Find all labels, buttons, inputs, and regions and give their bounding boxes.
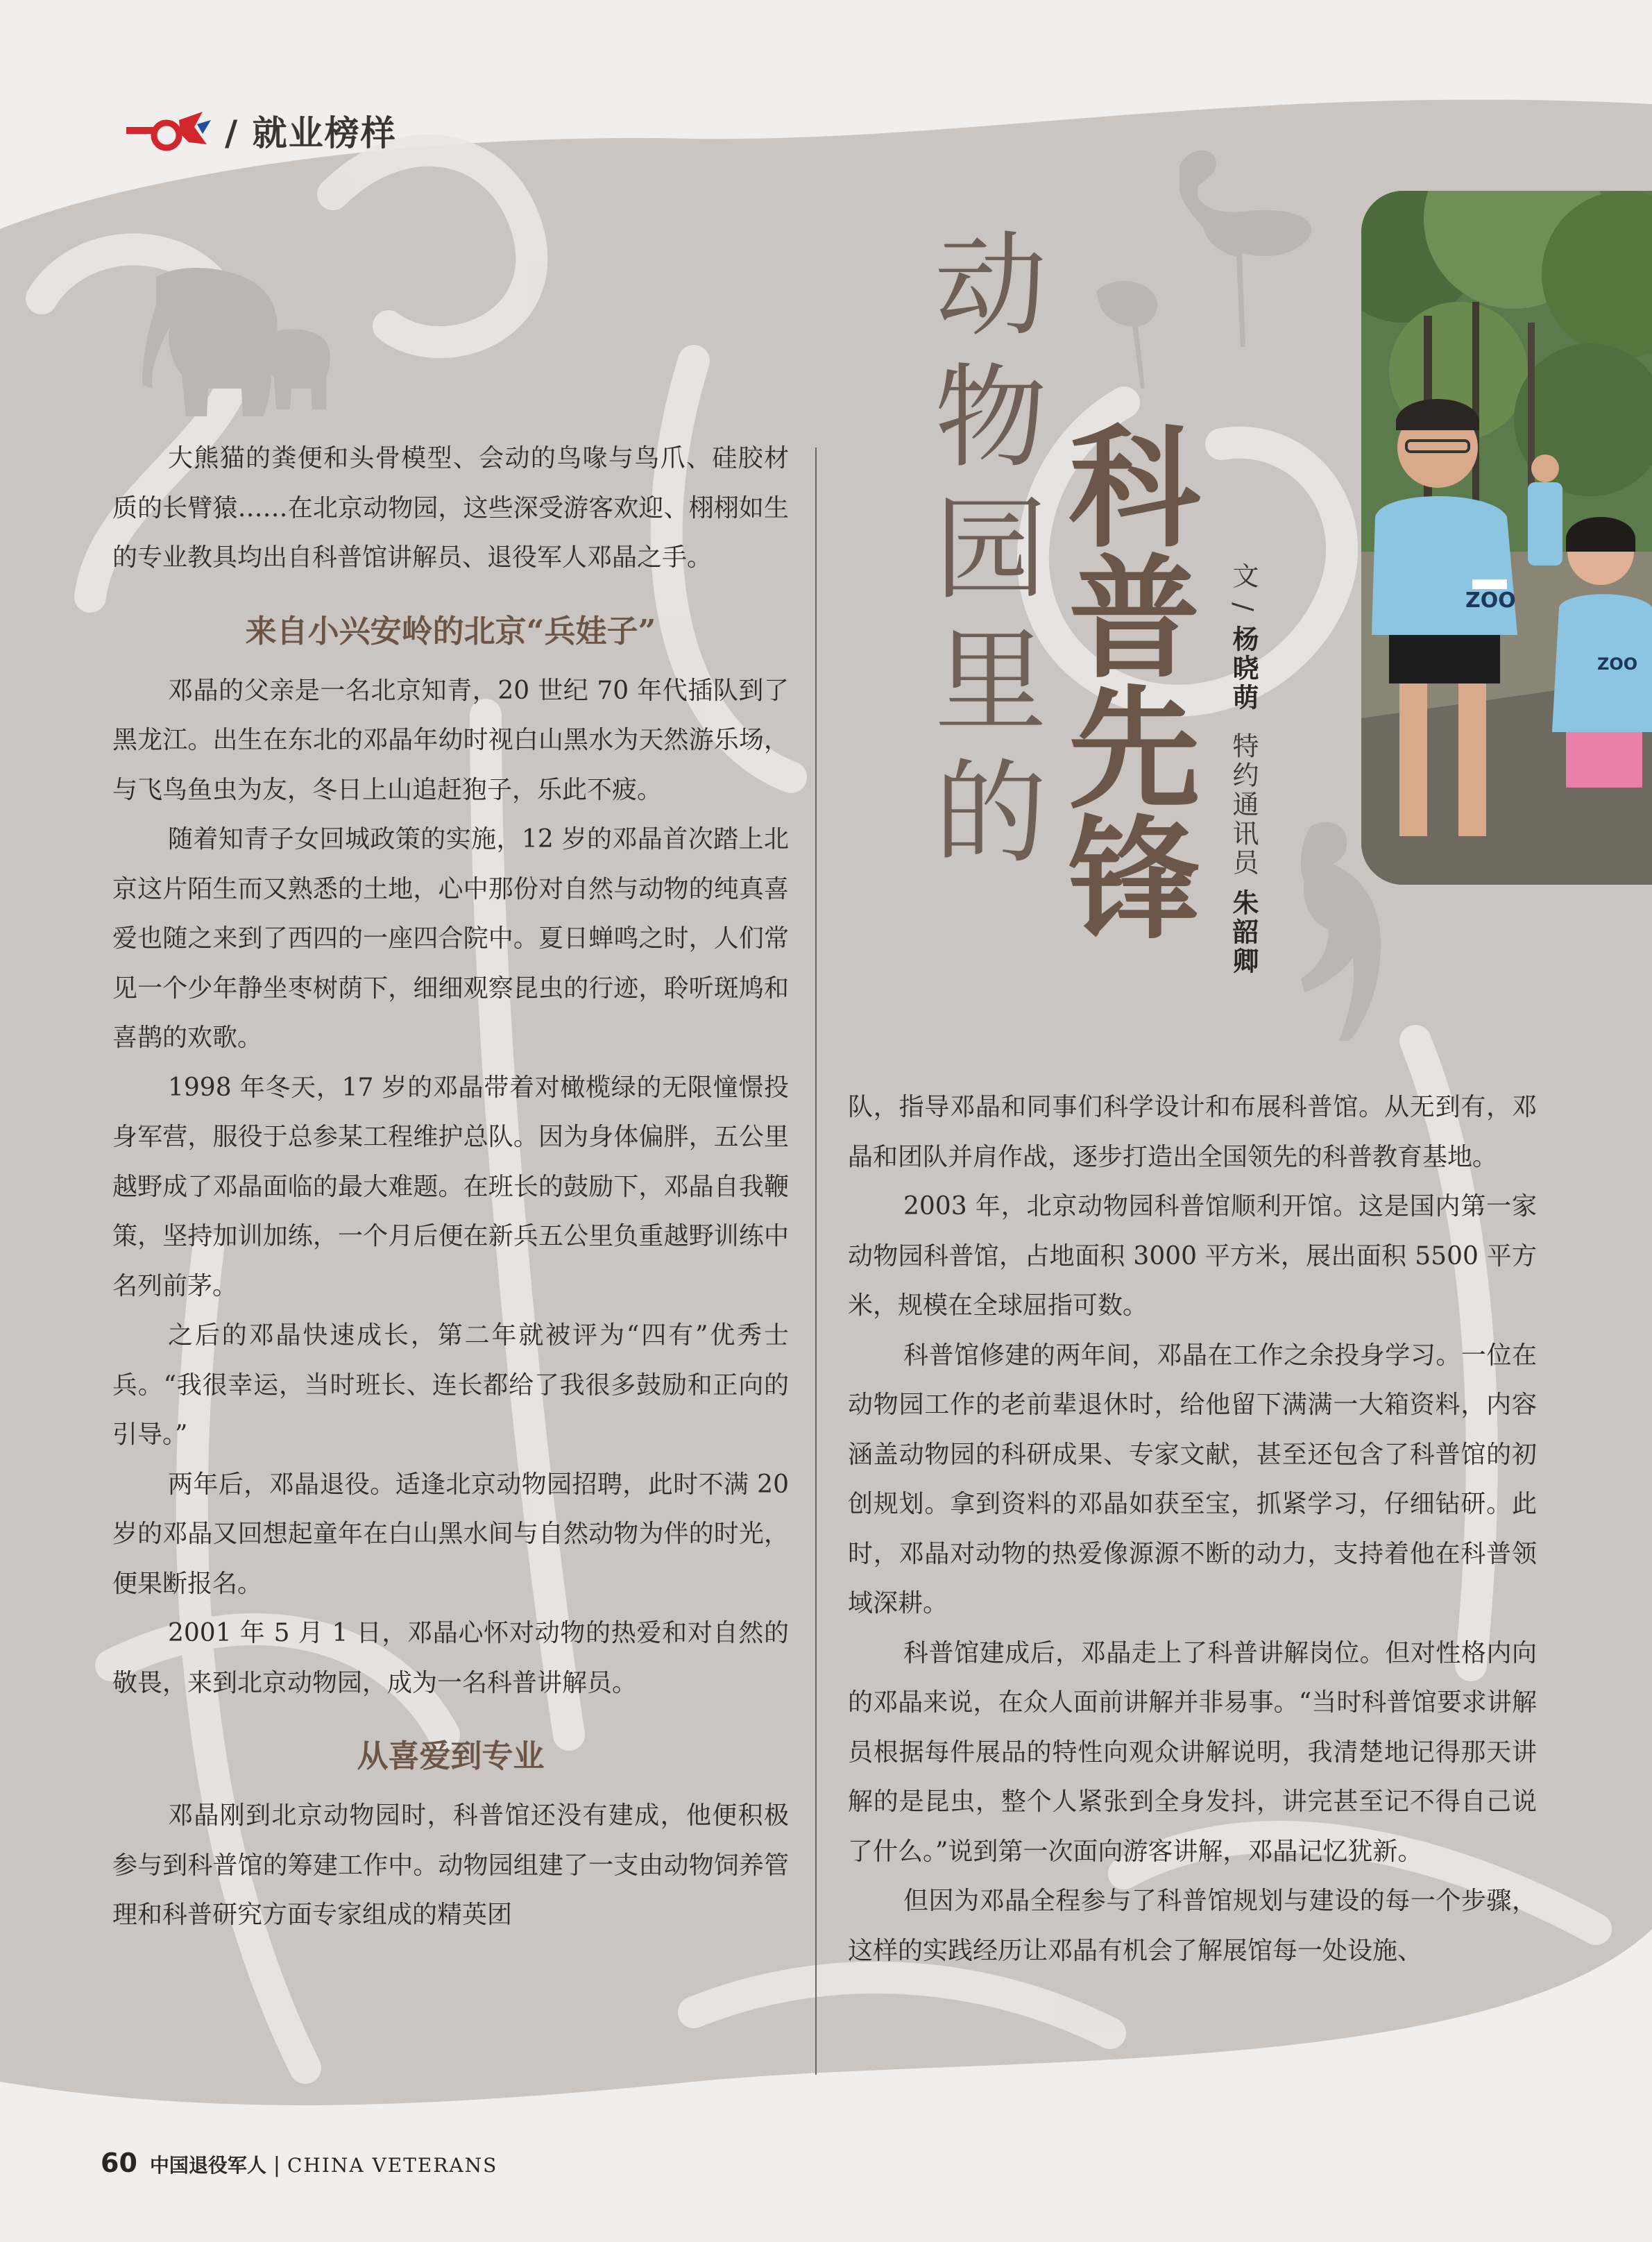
article-title-line2: 科 普 先 锋: [1068, 411, 1200, 957]
byline-writer: 文 / 杨晓萌: [1228, 562, 1259, 713]
footer-separator: |: [273, 2153, 281, 2177]
subheading: 来自小兴安岭的北京“兵娃子”: [245, 612, 656, 649]
article-column-right: [848, 1082, 1537, 1976]
paragraph: 邓晶的父亲是一名北京知青，20 世纪 70 年代插队到了黑龙江。出生在东北的邓晶年幼时视白山黑水为天然游乐场，与飞鸟鱼虫为友，冬日上山追赶狍子，乐此不疲。: [112, 676, 789, 804]
article-column-left: [112, 434, 789, 1940]
paragraph: 队，指导邓晶和同事们科学设计和布展科普馆。从无到有，邓晶和团队并肩作战，逐步打造出全国领先的科普教育基地。: [848, 1093, 1537, 1171]
article-photo: [1361, 191, 1652, 885]
page-number: 60: [101, 2148, 137, 2178]
paragraph: 随着知青子女回城政策的实施，12 岁的邓晶首次踏上北京这片陌生而又熟悉的土地，心中那份对自然与动物的纯真喜爱也随之来到了西四的一座四合院中。夏日蝉鸣之时，人们常见一个少年静坐枣树荫下，细细观察昆虫的行迹，聆听斑鸠和喜鹊的欢歌。: [112, 825, 789, 1052]
paragraph: 两年后，邓晶退役。适逢北京动物园招聘，此时不满 20 岁的邓晶又回想起童年在白山黑水间与自然动物为伴的时光，便果断报名。: [112, 1470, 789, 1598]
article-title-line1: 动 物 园 里 的: [935, 221, 1047, 879]
magazine-name-en: CHINA VETERANS: [287, 2154, 498, 2177]
footer: [101, 2148, 497, 2178]
paragraph: 科普馆建成后，邓晶走上了科普讲解岗位。但对性格内向的邓晶来说，在众人面前讲解并非易事。“当时科普馆要求讲解员根据每件展品的特性向观众讲解说明，我清楚地记得那天讲解的是昆虫，整个人紧张到全身发抖，讲完甚至记不得自己说了什么。”说到第一次面向游客讲解，邓晶记忆犹新。: [848, 1638, 1537, 1866]
magazine-name: 中国退役军人: [149, 2154, 266, 2177]
column-divider: [815, 448, 817, 2075]
paragraph: 1998 年冬天，17 岁的邓晶带着对橄榄绿的无限憧憬投身军营，服役于总参某工程维护总队。因为身体偏胖，五公里越野成了邓晶面临的最大难题。在班长的鼓励下，邓晶自我鞭策，坚持加训加练，一个月后便在新兵五公里负重越野训练中名列前茅。: [112, 1073, 789, 1300]
paragraph: 但因为邓晶全程参与了科普馆规划与建设的每一个步骤，这样的实践经历让邓晶有机会了解展馆每一处设施、: [848, 1887, 1537, 1965]
magazine-logo-icon: [125, 106, 215, 155]
subheading: 从喜爱到专业: [357, 1738, 545, 1774]
paragraph: 2001 年 5 月 1 日，邓晶心怀对动物的热爱和对自然的敬畏，来到北京动物园，成为一名科普讲解员。: [112, 1619, 789, 1697]
paragraph: 科普馆修建的两年间，邓晶在工作之余投身学习。一位在动物园工作的老前辈退休时，给他留下满满一大箱资料，内容涵盖动物园的科研成果、专家文献，甚至还包含了科普馆的初创规划。拿到资料的邓晶如获至宝，抓紧学习，仔细钻研。此时，邓晶对动物的热爱像源源不断的动力，支持着他在科普领域深耕。: [848, 1341, 1537, 1617]
paragraph: 之后的邓晶快速成长，第二年就被评为“四有”优秀士兵。“我很幸运，当时班长、连长都给了我很多鼓励和正向的引导。”: [112, 1321, 789, 1449]
byline-correspondent: 特约通讯员 朱韶卿: [1228, 732, 1259, 977]
paragraph: 大熊猫的粪便和头骨模型、会动的鸟喙与鸟爪、硅胶材质的长臂猿……在北京动物园，这些深受游客欢迎、栩栩如生的专业教具均出自科普馆讲解员、退役军人邓晶之手。: [112, 444, 789, 572]
section-label: / 就业榜样: [225, 113, 397, 153]
paragraph: 邓晶刚到北京动物园时，科普馆还没有建成，他便积极参与到科普馆的筹建工作中。动物园组建了一支由动物饲养管理和科普研究方面专家组成的精英团: [112, 1801, 789, 1929]
svg-text:ZOO: ZOO: [1597, 654, 1638, 674]
svg-text:ZOO: ZOO: [1465, 588, 1516, 613]
paragraph: 2003 年，北京动物园科普馆顺利开馆。这是国内第一家动物园科普馆，占地面积 3000 平方米，展出面积 5500 平方米，规模在全球屈指可数。: [848, 1192, 1537, 1320]
header: [125, 103, 397, 158]
